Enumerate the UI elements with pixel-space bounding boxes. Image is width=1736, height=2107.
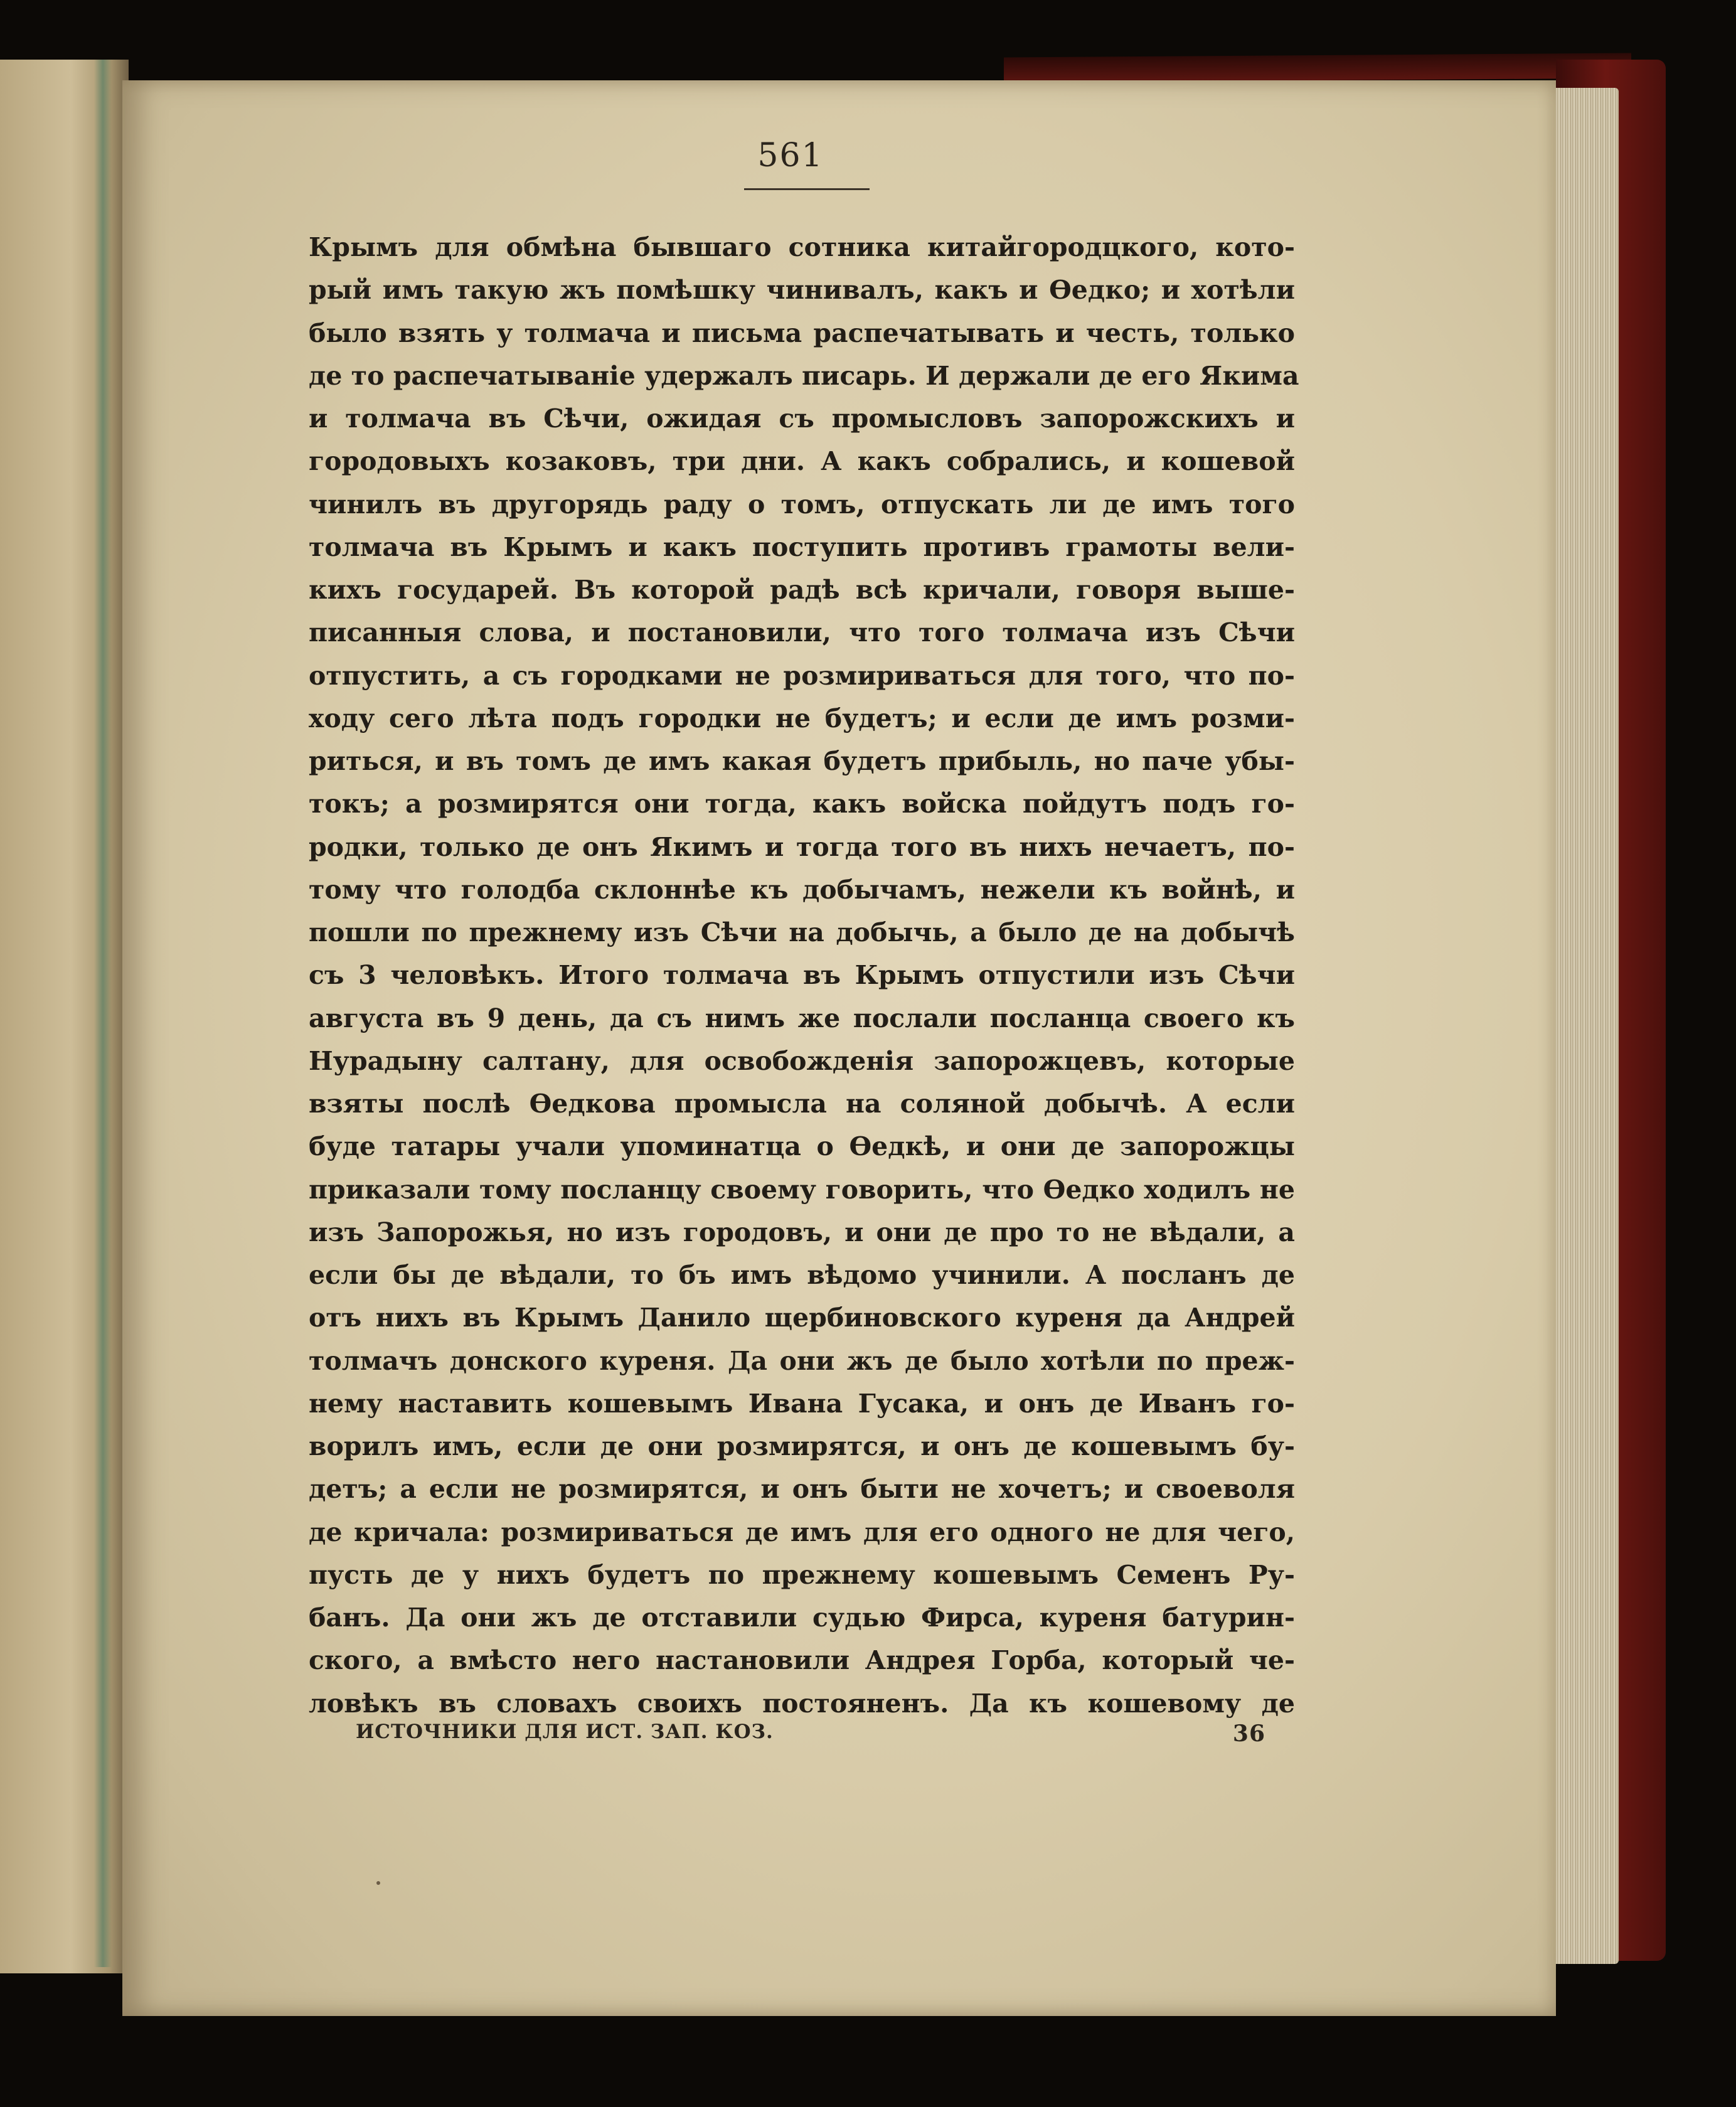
text-line: кихъ государей. Въ которой радѣ всѣ кричали, говоря выше- — [309, 575, 1295, 605]
book-cover-top — [1004, 53, 1631, 83]
text-line: если бы де вѣдали, то бъ имъ вѣдомо учинили. А посланъ де — [309, 1260, 1295, 1290]
text-line: отъ нихъ въ Крымъ Данило щербиновского куреня да Андрей — [309, 1303, 1295, 1333]
page-number-underline — [744, 188, 870, 190]
text-line: чинилъ въ другорядь раду о томъ, отпускать ли де имъ того — [309, 489, 1295, 520]
text-line: тому что голодба склоннѣе къ добычамъ, нежели къ войнѣ, и — [309, 874, 1295, 905]
text-line: ского, а вмѣсто него настановили Андрея Горба, который че- — [309, 1645, 1295, 1676]
text-line: пошли по прежнему изъ Сѣчи на добычь, а было де на добычѣ — [309, 917, 1295, 947]
text-line: банъ. Да они жъ де отставили судью Фирса, куреня батурин- — [309, 1603, 1295, 1633]
text-line: и толмача въ Сѣчи, ожидая съ промысловъ запорожскихъ и — [309, 403, 1295, 434]
text-line: Крымъ для обмѣна бывшаго сотника китайгородцкого, кото- — [309, 232, 1295, 262]
text-line: августа въ 9 день, да съ нимъ же послали посланца своего къ — [309, 1003, 1295, 1033]
text-line: нему наставить кошевымъ Ивана Гусака, и онъ де Иванъ го- — [309, 1388, 1295, 1419]
text-line: буде татары учали упоминатца о Ѳедкѣ, и они де запорожцы — [309, 1131, 1295, 1162]
footer-signature: ИСТОЧНИКИ ДЛЯ ИСТ. ЗАП. КОЗ. — [356, 1720, 774, 1743]
text-line: детъ; а если не розмирятся, и онъ быти не хочетъ; и своеволя — [309, 1474, 1295, 1505]
text-line: риться, и въ томъ де имъ какая будетъ прибыль, но паче убы- — [309, 746, 1295, 776]
text-line: приказали тому посланцу своему говорить, что Ѳедко ходилъ не — [309, 1174, 1295, 1205]
text-line: взяты послѣ Ѳедкова промысла на соляной добычѣ. А если — [309, 1089, 1295, 1119]
text-line: было взять у толмача и письма распечатывать и честь, только — [309, 317, 1295, 348]
text-line: отпустить, а съ городками не розмириваться для того, что по- — [309, 660, 1295, 691]
page-footer — [356, 1720, 1265, 1758]
text-line: рый имъ такую жъ помѣшку чинивалъ, какъ и Ѳедко; и хотѣли — [309, 275, 1295, 306]
text-line: токъ; а розмирятся они тогда, какъ войска пойдутъ подъ го- — [309, 789, 1295, 819]
text-line: съ 3 человѣкъ. Итого толмача въ Крымъ отпустили изъ Сѣчи — [309, 960, 1295, 991]
footer-sheet-number: 36 — [1232, 1720, 1265, 1747]
text-line: писанныя слова, и постановили, что того толмача изъ Сѣчи — [309, 617, 1295, 648]
page-number: 561 — [757, 137, 824, 174]
binding-band — [94, 60, 112, 1967]
text-line: де то распечатываніе удержалъ писарь. И держали де его Якима — [309, 360, 1299, 391]
body-text — [309, 226, 1299, 1725]
text-line: ходу сего лѣта подъ городки не будетъ; и если де имъ розми- — [309, 703, 1295, 733]
text-line: Нурадыну салтану, для освобожденія запорожцевъ, которые — [309, 1045, 1295, 1076]
paper-speck — [376, 1881, 380, 1885]
text-line: толмача въ Крымъ и какъ поступить противъ грамоты вели- — [309, 531, 1295, 562]
text-line: городовыхъ козаковъ, три дни. А какъ собрались, и кошевой — [309, 446, 1295, 477]
text-line: пусть де у нихъ будетъ по прежнему кошевымъ Семенъ Ру- — [309, 1559, 1295, 1590]
text-line: де кричала: розмириваться де имъ для его одного не для чего, — [309, 1517, 1295, 1547]
text-line: толмачъ донского куреня. Да они жъ де было хотѣли по преж- — [309, 1345, 1295, 1376]
text-line: родки, только де онъ Якимъ и тогда того въ нихъ нечаетъ, по- — [309, 831, 1295, 862]
text-line: ловѣкъ въ словахъ своихъ постояненъ. Да къ кошевому де — [309, 1688, 1295, 1719]
text-line: изъ Запорожья, но изъ городовъ, и они де про то не вѣдали, а — [309, 1217, 1295, 1247]
text-line: ворилъ имъ, если де они розмирятся, и онъ де кошевымъ бу- — [309, 1431, 1295, 1461]
